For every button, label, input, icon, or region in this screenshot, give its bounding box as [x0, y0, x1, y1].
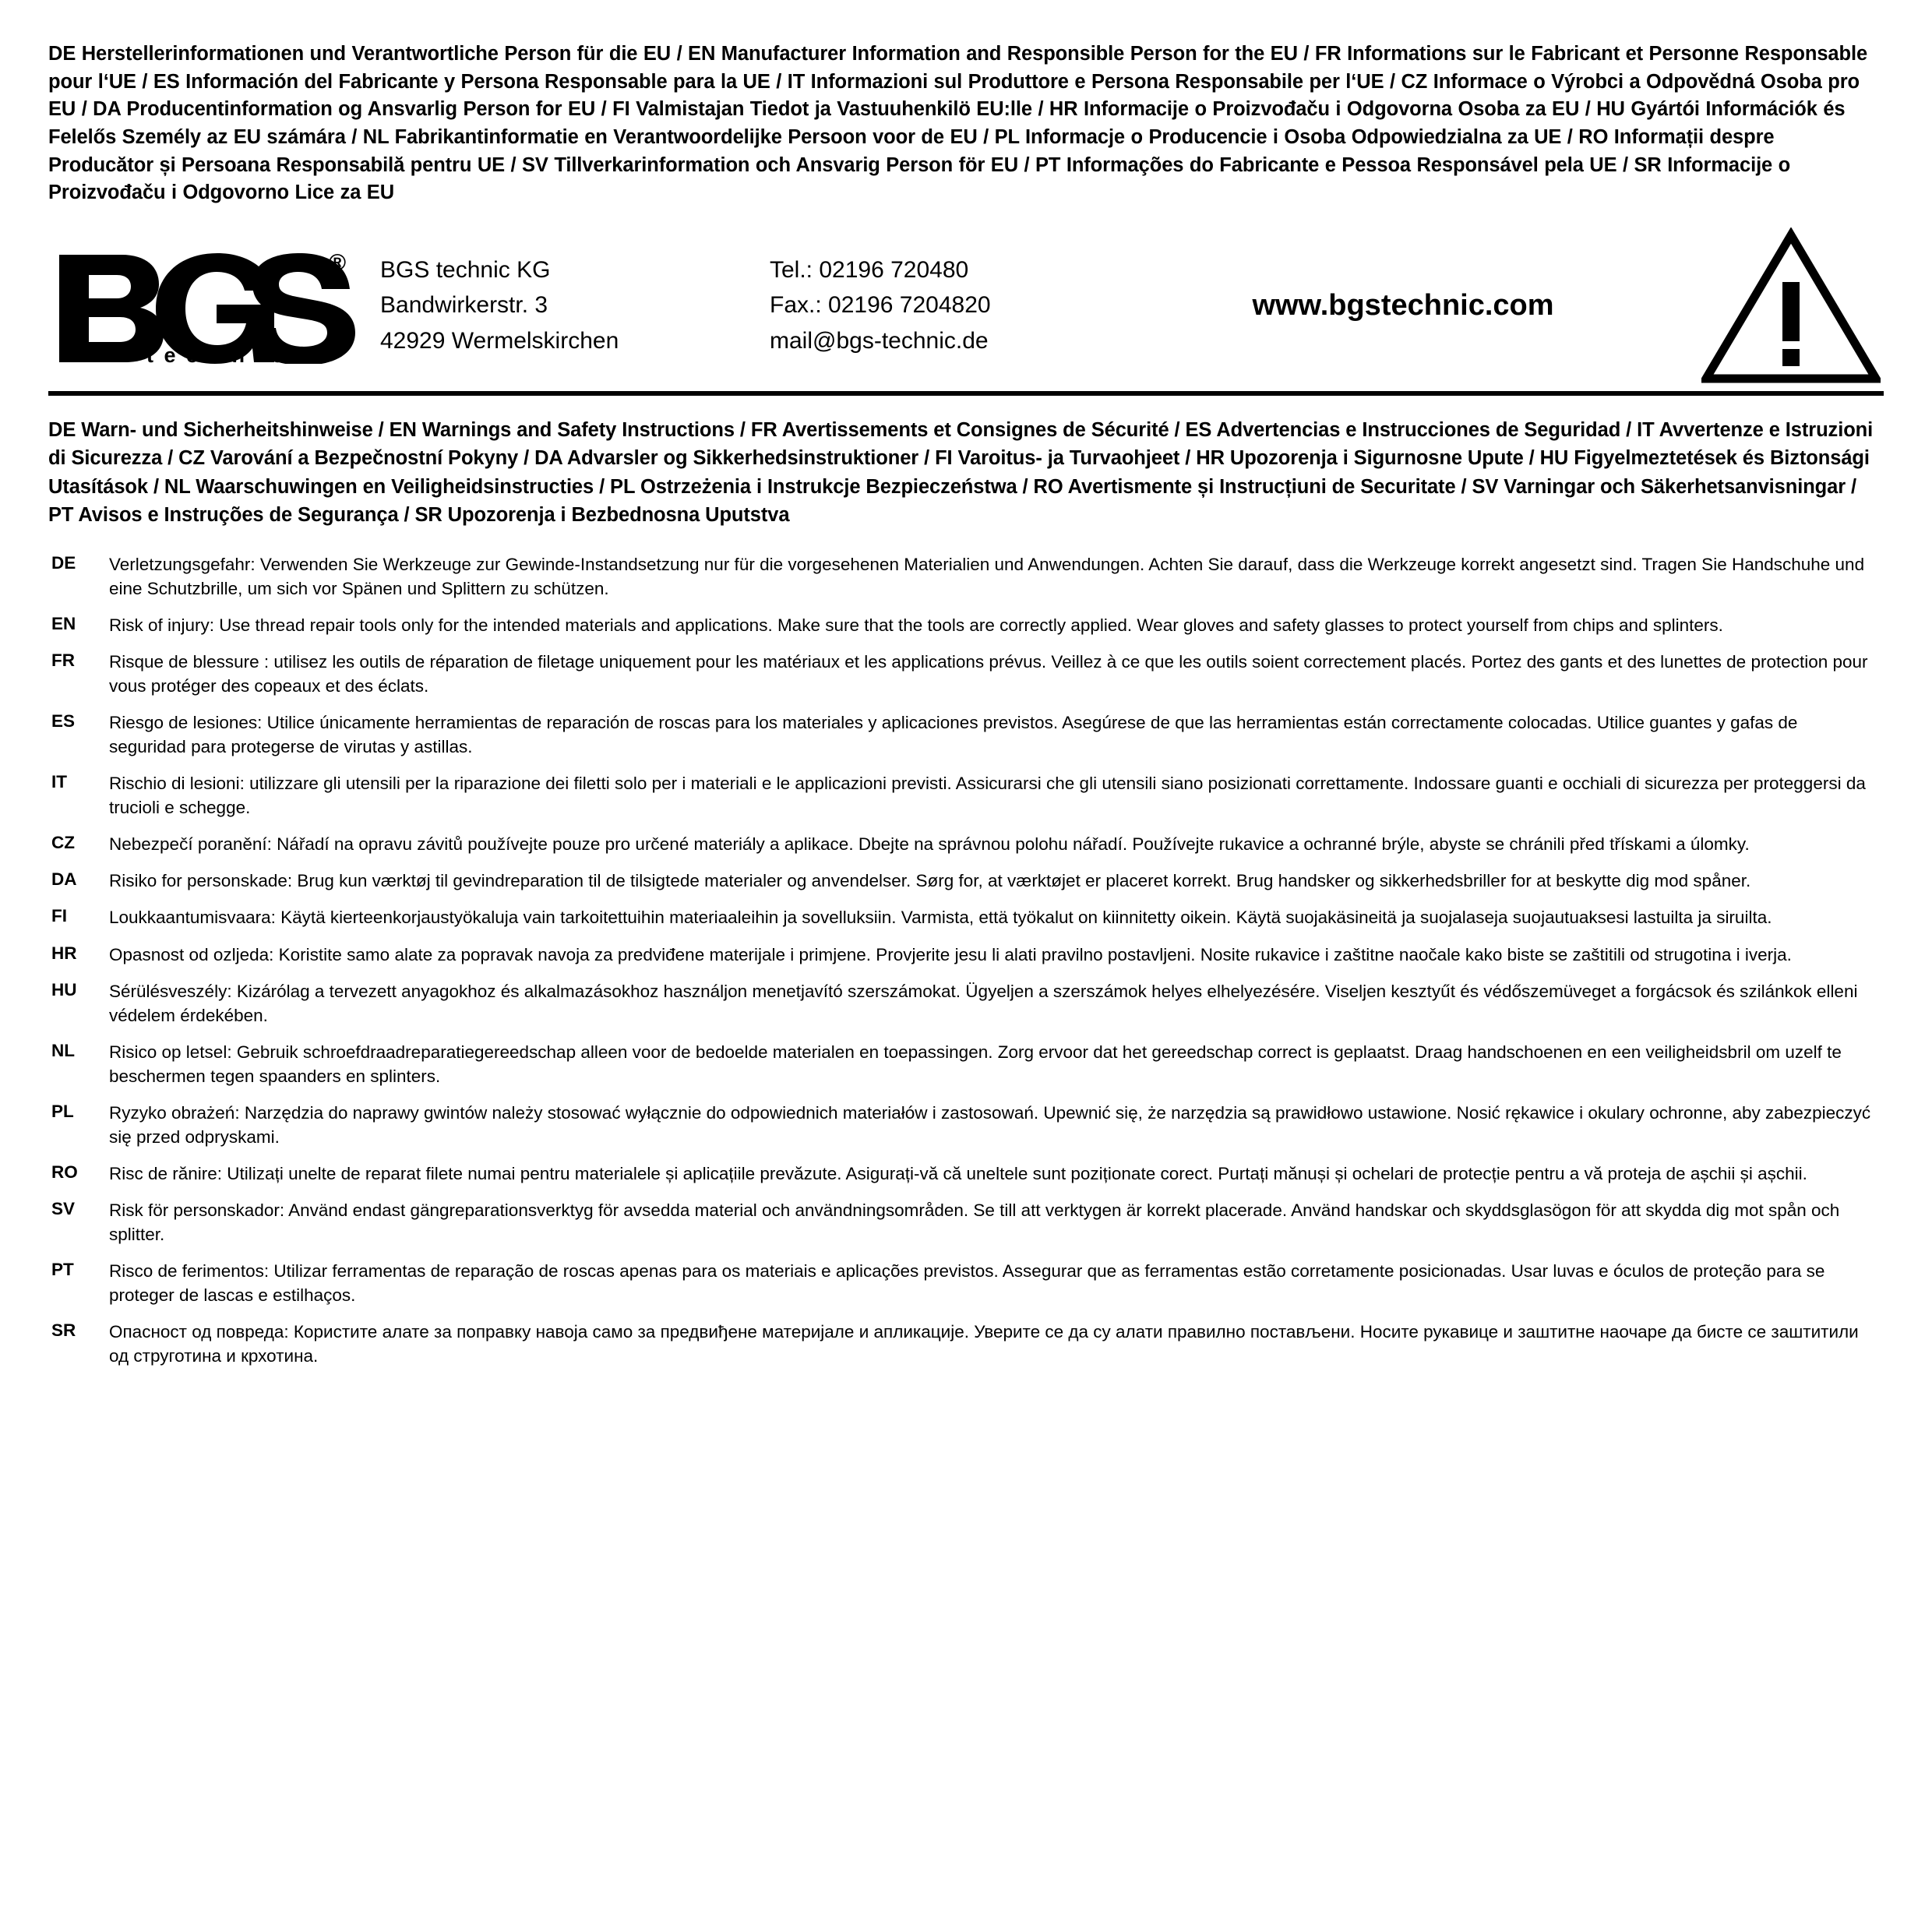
- company-header-band: [48, 221, 1884, 396]
- warning-rows: [48, 552, 1884, 1368]
- warning-text: Risico op letsel: Gebruik schroefdraadreparatiegereedschap alleen voor de bedoelde materialen en toepassingen. Zorg ervoor dat het gereedschap correct is geplaatst. Draag handschoenen en een veiligheidsbril om uzelf te beschermen tegen spaanders en splinters.: [109, 1042, 1842, 1086]
- warning-text: Nebezpečí poranění: Nářadí na opravu závitů používejte pouze pro určené materiály a aplikace. Dbejte na správnou polohu nářadí. Používejte rukavice a ochranné brýle, abyste se chránili před třískami a úlomky.: [109, 834, 1750, 855]
- company-street: Bandwirkerstr. 3: [380, 292, 548, 319]
- warning-row-nl: [48, 1040, 1884, 1088]
- bgs-logo: [48, 247, 366, 364]
- warning-row-it: [48, 771, 1884, 820]
- svg-text:®: ®: [329, 250, 347, 277]
- warning-text: Opasnost od ozljeda: Koristite samo alate za popravak navoja za predviđene materijale i primjene. Provjerite jesu li alati pravilno postavljeni. Nosite rukavice i zaštitne naočale kako biste se zaštitili od strugotina i iverja.: [109, 944, 1792, 964]
- company-name: BGS technic KG: [380, 256, 551, 283]
- warning-row-hu: [48, 979, 1884, 1028]
- warning-triangle: [1694, 227, 1884, 383]
- warning-row-sv: [48, 1198, 1884, 1246]
- company-city: 42929 Wermelskirchen: [380, 327, 619, 354]
- language-code: FI: [51, 906, 67, 926]
- warning-row-en: [48, 613, 1884, 637]
- warning-row-pt: [48, 1259, 1884, 1307]
- warning-text: Risk of injury: Use thread repair tools only for the intended materials and applications. Make sure that the tools are correctly applied. Wear gloves and safety glasses to protect yourself from chips and splinters.: [109, 615, 1723, 636]
- warning-row-fi: [48, 905, 1884, 929]
- warning-row-sr: [48, 1320, 1884, 1368]
- language-code: SV: [51, 1198, 76, 1218]
- warning-row-es: [48, 710, 1884, 759]
- company-contact: [770, 252, 1136, 359]
- warning-row-cz: [48, 832, 1884, 856]
- language-code: HR: [51, 943, 77, 963]
- company-fax: Fax.: 02196 7204820: [770, 292, 991, 319]
- safety-instructions-heading: DE Warn- und Sicherheitshinweise / EN Warnings and Safety Instructions / FR Avertissements et Consignes de Sécurité / ES Advertencias e Instrucciones de Seguridad / IT Avvertenze e Istruzioni di Sicurezza / CZ Varování a Bezpečnostní Pokyny / DA Advarsler og Sikkerhedsinstruktioner / FI Varoitus- ja Turvaohjeet / HR Upozorenja i Sigurnosne Upute / HU Figyelmeztetések és Biztonsági Utasítások / NL Waarschuwingen en Veiligheidsinstructies / PL Ostrzeżenia i Instrukcje Bezpieczeństwa / RO Avertismente și Instrucțiuni de Securitate / SV Varningar och Säkerhetsanvisningar / PT Avisos e Instruções de Segurança / SR Upozorenja i Bezbednosna Uputstva: [48, 419, 1874, 526]
- warning-row-da: [48, 869, 1884, 893]
- language-code: PL: [51, 1101, 74, 1121]
- warning-text: Risco de ferimentos: Utilizar ferramentas de reparação de roscas apenas para os materiais e aplicações previstos. Assegurar que as ferramentas estão corretamente posicionadas. Usar luvas e óculos de proteção para se proteger de lascas e estilhaços.: [109, 1260, 1825, 1306]
- language-code: FR: [51, 650, 75, 671]
- company-address: [366, 252, 770, 359]
- warning-text: Riesgo de lesiones: Utilice únicamente herramientas de reparación de roscas para los materiales y aplicaciones previstos. Asegúrese de que las herramientas están correctamente colocadas. Utilice guantes y gafas de seguridad para protegerse de virutas y astillas.: [109, 713, 1798, 757]
- language-code: NL: [51, 1040, 75, 1060]
- warning-row-fr: [48, 650, 1884, 698]
- warning-text: Risque de blessure : utilisez les outils de réparation de filetage uniquement pour les matériaux et les applications prévus. Veillez à ce que les outils soient correctement placés. Portez des gants et des lunettes de protection pour vous protéger des copeaux et des éclats.: [109, 652, 1868, 696]
- language-code: HU: [51, 979, 77, 999]
- company-email[interactable]: mail@bgs-technic.de: [770, 327, 989, 354]
- svg-text:t e c h n i c: t e c h n i c: [146, 344, 286, 365]
- warning-text: Опасност од повреда: Користите алате за поправку навоја само за предвиђене материјале и апликације. Уверите се да су алати правилно постављени. Носите рукавице и заштитне наочаре да бисте се заштитили од струготина и крхотина.: [109, 1322, 1859, 1366]
- warning-text: Sérülésveszély: Kizárólag a tervezett anyagokhoz és alkalmazásokhoz használjon menetjavító szerszámokat. Ügyeljen a szerszámok helyes elhelyezésére. Viseljen kesztyűt és védőszemüveget a forgácsok és szilánkok elleni védelem érdekében.: [109, 981, 1858, 1025]
- warning-text: Risk för personskador: Använd endast gängreparationsverktyg för avsedda material och användningsområden. Se till att verktygen är korrekt placerade. Använd handskar och skyddsglasögon för att skydda dig mot spån och splitter.: [109, 1200, 1840, 1244]
- warning-text: Verletzungsgefahr: Verwenden Sie Werkzeuge zur Gewinde-Instandsetzung nur für die vorgesehenen Materialien und Anwendungen. Achten Sie darauf, dass die Werkzeuge korrekt angesetzt sind. Tragen Sie Handschuhe und eine Schutzbrille, um sich vor Spänen und Splittern zu schützen.: [109, 554, 1865, 598]
- warning-triangle-icon: [1701, 227, 1881, 383]
- language-code: DE: [51, 552, 76, 573]
- language-code: RO: [51, 1162, 78, 1182]
- warning-text: Loukkaantumisvaara: Käytä kierteenkorjaustyökaluja vain tarkoitettuihin materiaaleihin ja sovelluksiin. Varmista, että työkalut on kiinnitetty oikein. Käytä suojakäsineitä ja suojalaseja suojautuaksesi lastuilta ja siruilta.: [109, 908, 1772, 928]
- language-code: IT: [51, 772, 67, 792]
- language-code: CZ: [51, 833, 75, 853]
- language-code: ES: [51, 711, 76, 732]
- warning-row-hr: [48, 943, 1884, 967]
- warning-text: Ryzyko obrażeń: Narzędzia do naprawy gwintów należy stosować wyłącznie do odpowiednich materiałów i zastosowań. Upewnić się, że narzędzia są prawidłowo ustawione. Nosić rękawice i okulary ochronne, aby zabezpieczyć się przed odpryskami.: [109, 1102, 1871, 1147]
- warning-text: Risiko for personskade: Brug kun værktøj til gevindreparation til de tilsigtede materialer og anvendelser. Sørg for, at værktøjet er placeret korrekt. Brug handsker og sikkerhedsbriller for at beskytte dig mod spåner.: [109, 871, 1751, 891]
- warning-text: Risc de rănire: Utilizați unelte de reparat filete numai pentru materialele și aplicațiile prevăzute. Asigurați-vă că uneltele sunt poziționate corect. Purtați mănuși și ochelari de protecție pentru a vă proteja de așchii și așchii.: [109, 1163, 1807, 1183]
- company-website[interactable]: www.bgstechnic.com: [1252, 288, 1554, 322]
- bgs-logo-icon: [55, 247, 358, 364]
- language-code: EN: [51, 614, 76, 634]
- language-code: SR: [51, 1320, 76, 1341]
- manufacturer-information-heading: DE Herstellerinformationen und Verantwortliche Person für die EU / EN Manufacturer Information and Responsible Person for the EU / FR Informations sur le Fabricant et Personne Responsable pour l‘UE / ES Información del Fabricante y Persona Responsable para la UE / IT Informazioni sul Produttore e Persona Responsabile per l‘UE / CZ Informace o Výrobci a Odpovědná Osoba pro EU / DA Producentinformation og Ansvarlig Person for EU / FI Valmistajan Tiedot ja Vastuuhenkilö EU:lle / HR Informacije o Proizvođaču i Odgovorna Osoba za EU / HU Gyártói Információk és Felelős Személy az EU számára / NL Fabrikantinformatie en Verantwoordelijke Persoon voor de EU / PL Informacje o Producencie i Osoba Odpowiedzialna za UE / RO Informații despre Producător și Persoana Responsabilă pentru UE / SV Tillverkarinformation och Ansvarig Person för EU / PT Informações do Fabricante e Pessoa Responsável pela UE / SR Informacije o Proizvođaču i Odgovorno Lice za EU: [48, 43, 1868, 204]
- language-code: PT: [51, 1259, 74, 1279]
- warning-row-ro: [48, 1162, 1884, 1186]
- warning-row-pl: [48, 1101, 1884, 1149]
- warning-text: Rischio di lesioni: utilizzare gli utensili per la riparazione dei filetti solo per i materiali e le applicazioni previsti. Assicurarsi che gli utensili siano posizionati correttamente. Indossare guanti e occhiali di sicurezza per proteggersi da trucioli e schegge.: [109, 774, 1866, 818]
- company-tel: Tel.: 02196 720480: [770, 256, 969, 283]
- language-code: DA: [51, 869, 77, 890]
- warning-row-de: [48, 552, 1884, 601]
